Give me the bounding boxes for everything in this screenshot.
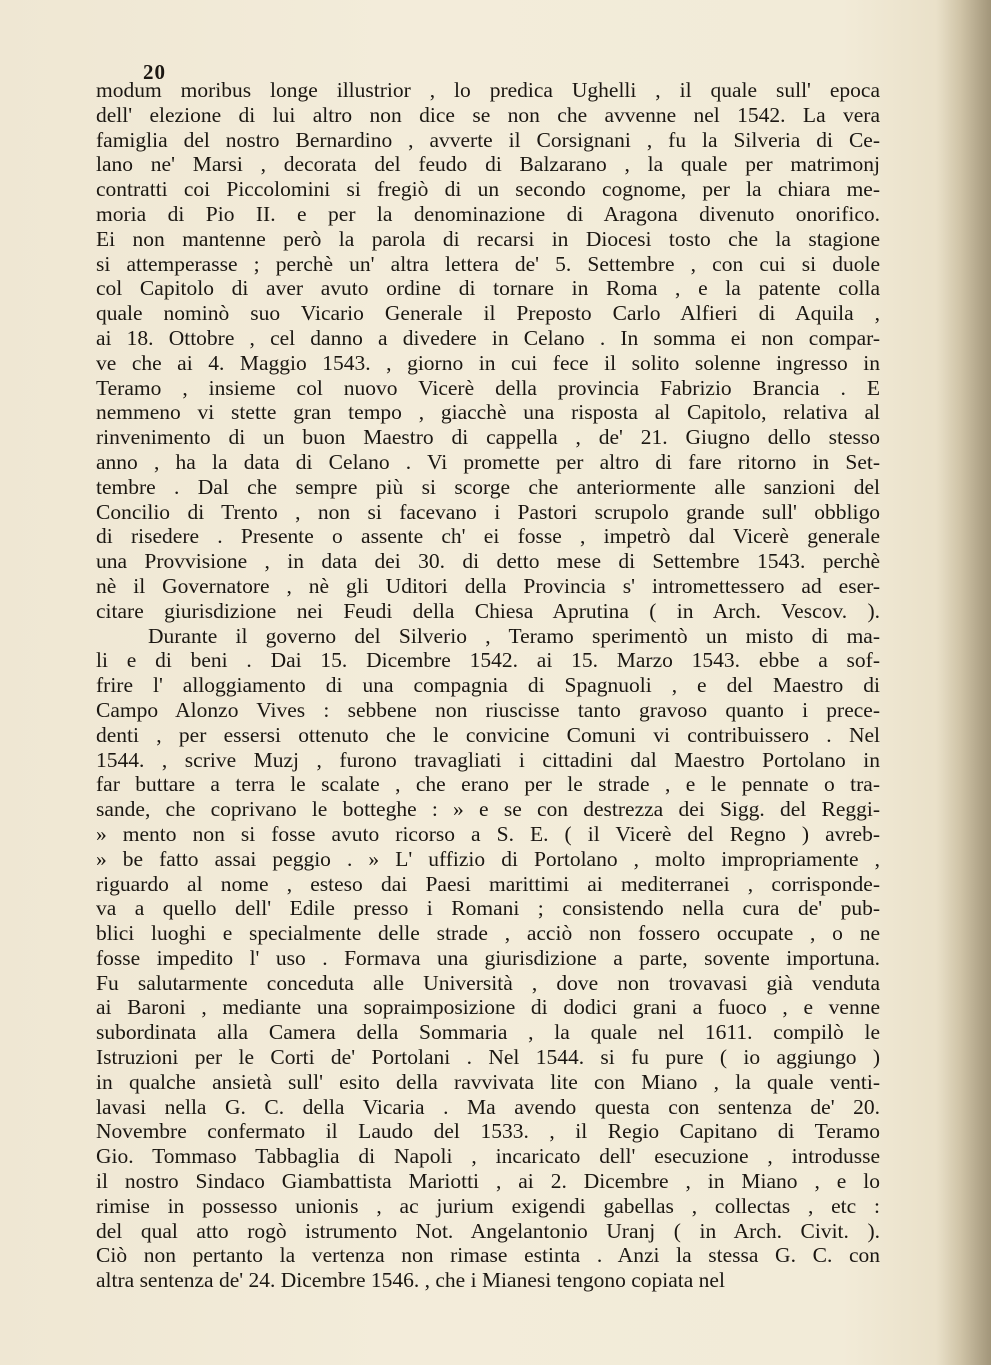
text-line: Concilio di Trento , non si facevano i Pastori scrupolo grande sull' obbligo <box>96 499 880 524</box>
text-line: fosse impedito l' uso . Formava una giurisdizione a parte, sovente importuna. <box>96 945 880 970</box>
text-line: lavasi nella G. C. della Vicaria . Ma avendo questa con sentenza de' 20. <box>96 1094 880 1119</box>
text-line: far buttare a terra le scalate , che erano per le strade , e le pennate o tra- <box>96 772 880 797</box>
text-line: col Capitolo di aver avuto ordine di tornare in Roma , e la patente colla <box>96 276 880 301</box>
text-line: dell' elezione di lui altro non dice se non che avvenne nel 1542. La vera <box>96 102 880 127</box>
text-line: ve che ai 4. Maggio 1543. , giorno in cui fece il solito solenne ingresso in <box>96 350 880 375</box>
text-line: » mento non si fosse avuto ricorso a S. E. ( il Vicerè del Regno ) avreb- <box>96 821 880 846</box>
text-line: Istruzioni per le Corti de' Portolani . Nel 1544. si fu pure ( io aggiungo ) <box>96 1045 880 1070</box>
text-line: Durante il governo del Silverio , Teramo sperimentò un misto di ma- <box>148 623 880 648</box>
text-line: nemmeno vi stette gran tempo , giacchè una risposta al Capitolo, relativa al <box>96 400 880 425</box>
text-line: li e di beni . Dai 15. Dicembre 1542. ai 15. Marzo 1543. ebbe a sof- <box>96 648 880 673</box>
text-line: quale nominò suo Vicario Generale il Preposto Carlo Alfieri di Aquila , <box>96 301 880 326</box>
text-line: blici luoghi e specialmente delle strade , acciò non fossero occupate , o ne <box>96 921 880 946</box>
page-gutter-shadow <box>936 0 991 1365</box>
text-line: altra sentenza de' 24. Dicembre 1546. , che i Mianesi tengono copiata nel <box>96 1268 725 1293</box>
text-line: va a quello dell' Edile presso i Romani ; consistendo nella cura de' pub- <box>96 896 880 921</box>
text-line: tembre . Dal che sempre più si scorge che anteriormente alle sanzioni del <box>96 474 880 499</box>
text-line: » be fatto assai peggio . » L' uffizio di Portolano , molto impropriamente , <box>96 846 880 871</box>
text-line: Gio. Tommaso Tabbaglia di Napoli , incaricato dell' esecuzione , introdusse <box>96 1144 880 1169</box>
text-line: sande, che coprivano le botteghe : » e se con destrezza dei Sigg. del Reggi- <box>96 797 880 822</box>
text-line: nè il Governatore , nè gli Uditori della Provincia s' intromettessero ad eser- <box>96 573 880 598</box>
text-line: lano ne' Marsi , decorata del feudo di Balzarano , la quale per matrimonj <box>96 152 880 177</box>
text-line: di risedere . Presente o assente ch' ei fosse , impetrò dal Vicerè generale <box>96 524 880 549</box>
text-line: Ciò non pertanto la vertenza non rimase estinta . Anzi la stessa G. C. con <box>96 1243 880 1268</box>
text-line: subordinata alla Camera della Sommaria , la quale nel 1611. compilò le <box>96 1020 880 1045</box>
text-line: ai 18. Ottobre , cel danno a divedere in Celano . In somma ei non compar- <box>96 325 880 350</box>
text-line: modum moribus longe illustrior , lo predica Ughelli , il quale sull' epoca <box>96 78 880 102</box>
text-line: anno , ha la data di Celano . Vi promette per altro di fare ritorno in Set- <box>96 449 880 474</box>
text-line: Fu salutarmente conceduta alle Università , dove non trovavasi già venduta <box>96 970 880 995</box>
text-line: contratti coi Piccolomini si fregiò di un secondo cognome, per la chiara me- <box>96 177 880 202</box>
text-line: frire l' alloggiamento di una compagnia di Spagnuoli , e del Maestro di <box>96 673 880 698</box>
text-line: rimise in possesso unionis , ac jurium exigendi gabellas , collectas , etc : <box>96 1193 880 1218</box>
text-line: Teramo , insieme col nuovo Vicerè della provincia Fabrizio Brancia . E <box>96 375 880 400</box>
text-line: Campo Alonzo Vives : sebbene non riuscisse tanto gravoso quanto i prece- <box>96 697 880 722</box>
text-line: ai Baroni , mediante una sopraimposizione di dodici grani a fuoco , e venne <box>96 995 880 1020</box>
text-line: in qualche ansietà sull' esito della ravvivata lite con Miano , la quale venti- <box>96 1069 880 1094</box>
text-line: rinvenimento di un buon Maestro di cappella , de' 21. Giugno dello stesso <box>96 425 880 450</box>
body-text <box>96 78 880 1293</box>
text-line: 1544. , scrive Muzj , furono travagliati i cittadini dal Maestro Portolano in <box>96 747 880 772</box>
text-line: si attemperasse ; perchè un' altra lettera de' 5. Settembre , con cui si duole <box>96 251 880 276</box>
text-line: citare giurisdizione nei Feudi della Chiesa Aprutina ( in Arch. Vescov. ). <box>96 598 880 623</box>
text-line: del qual atto rogò istrumento Not. Angelantonio Uranj ( in Arch. Civit. ). <box>96 1218 880 1243</box>
text-line: Ei non mantenne però la parola di recarsi in Diocesi tosto che la stagione <box>96 226 880 251</box>
text-line: il nostro Sindaco Giambattista Mariotti , ai 2. Dicembre , in Miano , e lo <box>96 1169 880 1194</box>
text-line: moria di Pio II. e per la denominazione di Aragona divenuto onorifico. <box>96 201 880 226</box>
page-number: 20 <box>143 60 166 84</box>
text-line: riguardo al nome , esteso dai Paesi marittimi ai mediterranei , corrisponde- <box>96 871 880 896</box>
text-line: Novembre confermato il Laudo del 1533. , il Regio Capitano di Teramo <box>96 1119 880 1144</box>
text-line: famiglia del nostro Bernardino , avverte il Corsignani , fu la Silveria di Ce- <box>96 127 880 152</box>
text-line: una Provvisione , in data dei 30. di detto mese di Settembre 1543. perchè <box>96 549 880 574</box>
text-line: denti , per essersi ottenuto che le convicine Comuni vi contribuissero . Nel <box>96 722 880 747</box>
